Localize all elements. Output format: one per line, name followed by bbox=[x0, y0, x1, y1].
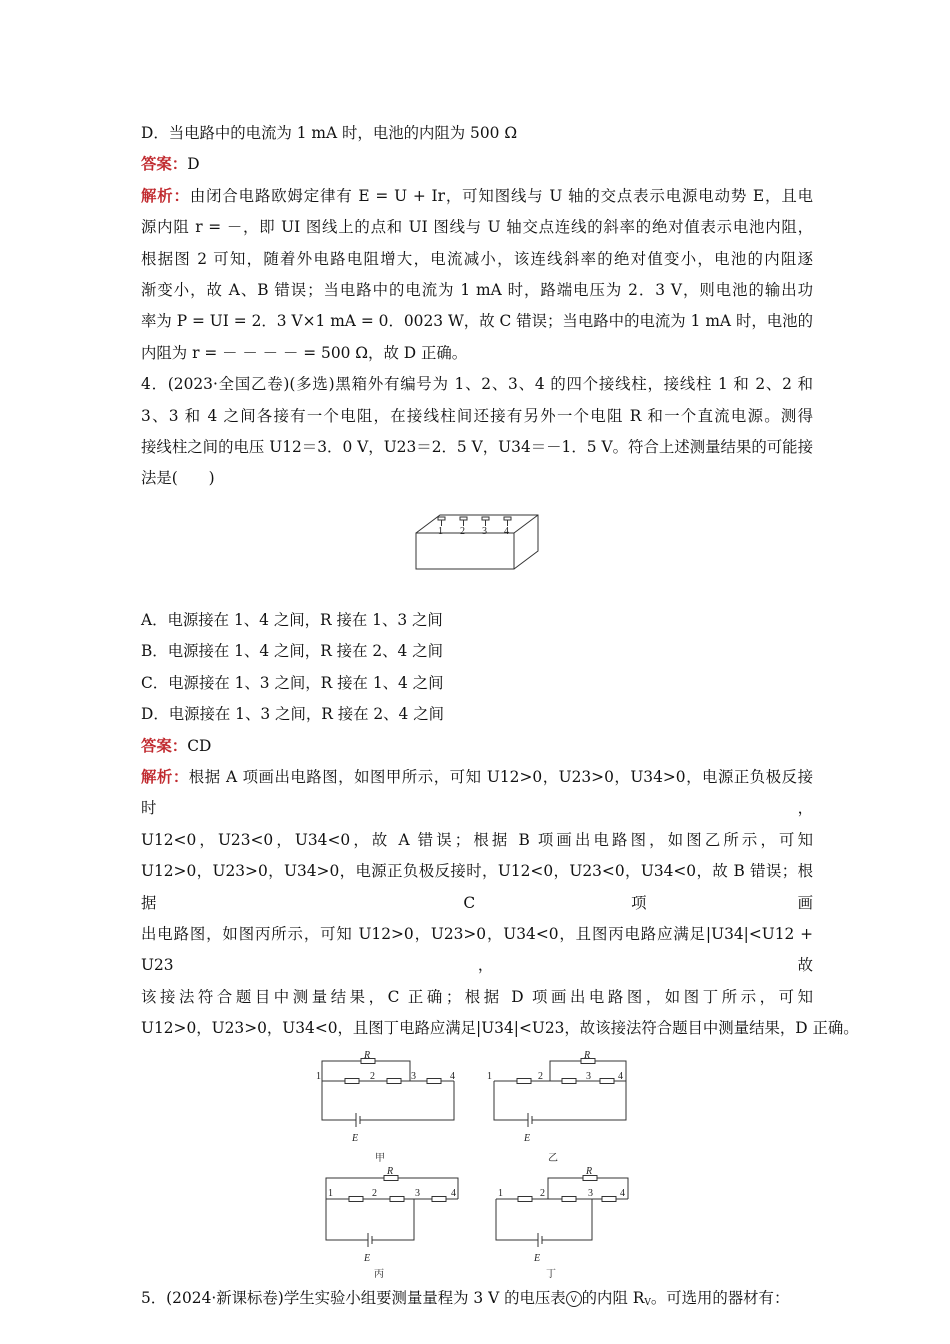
q3-option-d: D．当电路中的电流为 1 mA 时，电池的内阻为 500 Ω bbox=[141, 124, 518, 142]
analysis-label: 解析： bbox=[141, 186, 190, 205]
q4-analysis-line-5: 该接法符合题目中测量结果，C 正确；根据 D 项画出电路图，如图丁所示，可知 bbox=[141, 987, 813, 1006]
q4-analysis-line-1: 解析：根据 A 项画出电路图，如图甲所示，可知 U12>0，U23>0，U34>0，电源正负极反接时， bbox=[141, 767, 813, 818]
q4-stem-line-2: 3、3 和 4 之间各接有一个电阻，在接线柱间还接有另外一个电阻 R 和一个直流电源。测得 bbox=[141, 406, 813, 425]
svg-text:2: 2 bbox=[372, 1187, 377, 1199]
answer-label: 答案： bbox=[141, 736, 188, 755]
svg-text:4: 4 bbox=[450, 1070, 455, 1082]
black-box-diagram bbox=[412, 513, 542, 575]
box-top-side bbox=[416, 515, 538, 569]
svg-text:2: 2 bbox=[538, 1070, 543, 1082]
svg-text:E: E bbox=[364, 1252, 371, 1264]
svg-text:2: 2 bbox=[370, 1070, 375, 1082]
q4-stem-line-4: 法是( ) bbox=[141, 469, 215, 488]
svg-text:1: 1 bbox=[316, 1070, 321, 1082]
q4-analysis-line-4: 出电路图，如图丙所示，可知 U12>0，U23>0，U34<0，且图丙电路应满足|U34|<U12 + U23，故 bbox=[141, 924, 813, 975]
svg-text:E: E bbox=[352, 1132, 359, 1144]
terminal-1 bbox=[438, 517, 445, 526]
terminal-3 bbox=[482, 517, 489, 526]
resistor-23 bbox=[562, 1078, 576, 1083]
svg-text:3: 3 bbox=[415, 1187, 420, 1199]
resistor-34 bbox=[432, 1196, 446, 1201]
svg-text:E: E bbox=[524, 1132, 531, 1144]
answer-value: CD bbox=[187, 736, 212, 755]
svg-text:3: 3 bbox=[586, 1070, 591, 1082]
resistor-34 bbox=[427, 1078, 441, 1083]
resistor-12 bbox=[518, 1196, 532, 1201]
svg-text:1: 1 bbox=[487, 1070, 492, 1082]
analysis-label: 解析： bbox=[141, 767, 189, 786]
q4-answer bbox=[141, 731, 813, 762]
resistor-34 bbox=[602, 1196, 616, 1201]
resistor-12 bbox=[345, 1078, 359, 1083]
svg-text:R: R bbox=[586, 1165, 593, 1177]
svg-text:1: 1 bbox=[498, 1187, 503, 1199]
q4-option-d: D．电源接在 1、3 之间，R 接在 2、4 之间 bbox=[141, 705, 445, 724]
circuit-bing bbox=[326, 1175, 458, 1247]
resistor-34 bbox=[600, 1078, 614, 1083]
q4-stem-line-3: 接线柱之间的电压 U12＝3．0 V，U23＝2．5 V，U34＝－1．5 V。符合上述测量结果的可能接 bbox=[141, 438, 813, 457]
circuit-figures bbox=[141, 1045, 813, 1287]
label-ding: 丁 bbox=[546, 1268, 556, 1280]
terminal-label-4: 4 bbox=[504, 525, 509, 537]
terminal-label-2: 2 bbox=[460, 525, 465, 537]
terminal-2 bbox=[460, 517, 467, 526]
q4-option-c: C．电源接在 1、3 之间，R 接在 1、4 之间 bbox=[141, 673, 444, 692]
q3-answer bbox=[141, 149, 813, 180]
svg-text:2: 2 bbox=[540, 1187, 545, 1199]
svg-text:E: E bbox=[534, 1252, 541, 1264]
q3-analysis-line-4: 渐变小，故 A、B 错误；当电路中的电流为 1 mA 时，路端电压为 2．3 V，则电池的输出功 bbox=[141, 281, 813, 300]
circuit-ding bbox=[496, 1175, 628, 1247]
terminal-4 bbox=[504, 517, 511, 526]
resistor-12 bbox=[349, 1196, 363, 1201]
box-front bbox=[416, 533, 514, 569]
svg-text:1: 1 bbox=[328, 1187, 333, 1199]
svg-text:4: 4 bbox=[618, 1070, 623, 1082]
svg-text:R: R bbox=[387, 1165, 394, 1177]
q3-analysis-line-3: 根据图 2 可知，随着外电路电阻增大，电流减小，该连线斜率的绝对值变小，电池的内阻逐 bbox=[141, 249, 813, 268]
label-bing: 丙 bbox=[374, 1268, 384, 1280]
q3-analysis-line-6: 内阻为 r = － － － － = 500 Ω，故 D 正确。 bbox=[141, 343, 468, 362]
resistor-23 bbox=[562, 1196, 576, 1201]
q3-analysis-line-1: 解析：由闭合电路欧姆定律有 E = U + Ir，可知图线与 U 轴的交点表示电源电动势 E，且电 bbox=[141, 186, 813, 205]
document-page bbox=[141, 118, 859, 1319]
svg-text:4: 4 bbox=[620, 1187, 625, 1199]
resistor-23 bbox=[390, 1196, 404, 1201]
q4-option-a: A．电源接在 1、4 之间，R 接在 1、3 之间 bbox=[141, 610, 443, 629]
svg-text:4: 4 bbox=[451, 1187, 456, 1199]
svg-text:R: R bbox=[364, 1049, 371, 1061]
black-box-figure bbox=[141, 513, 813, 605]
terminal-label-1: 1 bbox=[438, 525, 443, 537]
q4-analysis-line-3: U12>0，U23>0，U34>0，电源正负极反接时，U12<0，U23<0，U34<0，故 B 错误；根据 C 项画 bbox=[141, 862, 813, 912]
q3-analysis-line-2: 源内阻 r = －，即 UI 图线上的点和 UI 图线与 U 轴交点连线的斜率的绝对值表示电池内阻， bbox=[141, 218, 813, 237]
q4-analysis-line-2: U12<0，U23<0，U34<0，故 A 错误；根据 B 项画出电路图，如图乙所示，可知 bbox=[141, 830, 813, 849]
terminal-label-3: 3 bbox=[482, 525, 487, 537]
resistor-23 bbox=[387, 1078, 401, 1083]
svg-text:3: 3 bbox=[588, 1187, 593, 1199]
circuit-diagrams bbox=[312, 1049, 652, 1281]
circuit-yi bbox=[494, 1058, 626, 1127]
q5-stem: 5．(2024·新课标卷)学生实验小组要测量量程为 3 V 的电压表 V 的内阻 $R_V$。可选用的器材有： bbox=[141, 1288, 790, 1308]
q4-stem-line-1: 4．(2023·全国乙卷)(多选)黑箱外有编号为 1、2、3、4 的四个接线柱，接线柱 1 和 2、2 和 bbox=[141, 375, 813, 394]
q4-option-b: B．电源接在 1、4 之间，R 接在 2、4 之间 bbox=[141, 642, 443, 661]
q3-analysis-line-5: 率为 P = UI = 2．3 V×1 mA = 0．0023 W，故 C 错误；当电路中的电流为 1 mA 时，电池的 bbox=[141, 312, 813, 331]
answer-label: 答案： bbox=[141, 155, 188, 174]
label-jia: 甲 bbox=[375, 1152, 385, 1164]
answer-value: D bbox=[187, 155, 200, 174]
voltmeter-symbol: V bbox=[566, 1291, 582, 1307]
svg-text:3: 3 bbox=[411, 1070, 416, 1082]
q4-analysis-line-6: U12>0，U23>0，U34<0，且图丁电路应满足|U34|<U23，故该接法符合题目中测量结果，D 正确。 bbox=[141, 1019, 859, 1038]
circuit-jia bbox=[322, 1058, 454, 1127]
label-yi: 乙 bbox=[548, 1152, 558, 1164]
svg-text:R: R bbox=[584, 1049, 591, 1061]
resistor-12 bbox=[517, 1078, 531, 1083]
